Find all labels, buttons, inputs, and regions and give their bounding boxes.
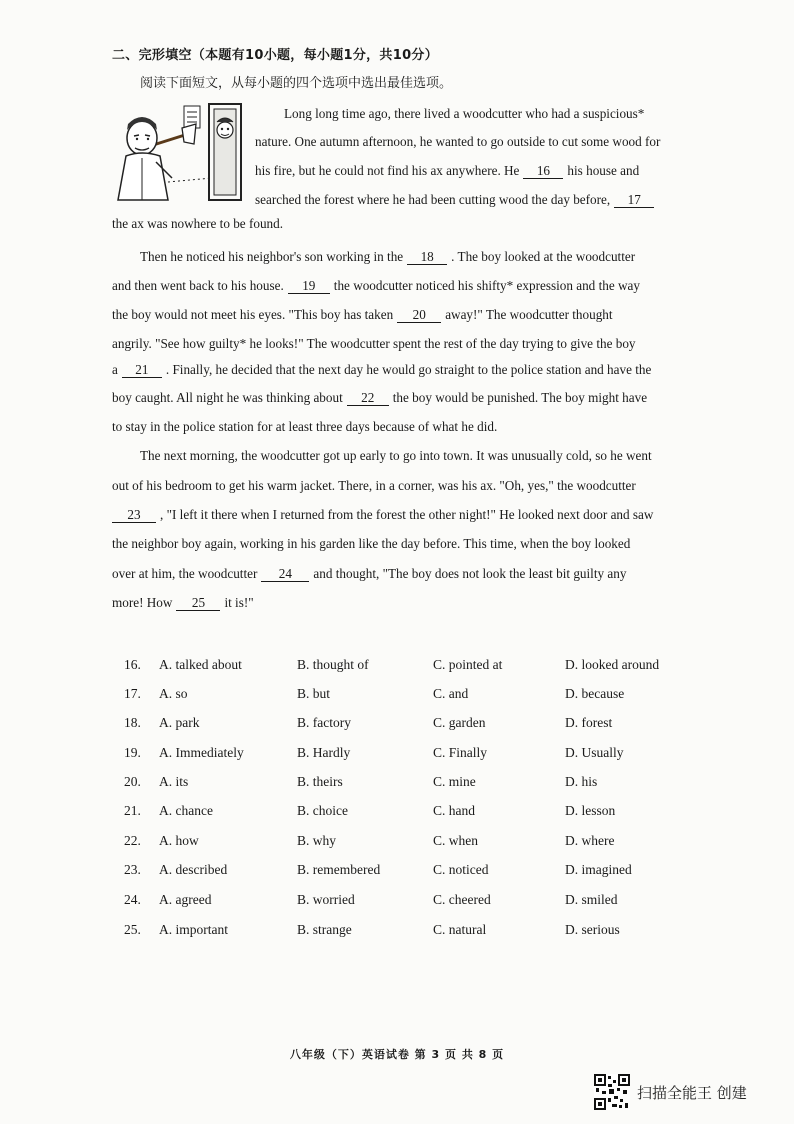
option-a: A. its xyxy=(159,774,189,789)
blank-18: 18 xyxy=(407,249,447,265)
question-number: 23. xyxy=(124,862,141,877)
passage-line: Then he noticed his neighbor's son working in the 18 . The boy looked at the woodcutter xyxy=(140,249,636,264)
option-b: B. choice xyxy=(297,803,348,818)
option-c: C. garden xyxy=(433,715,486,730)
option-a: A. important xyxy=(159,922,228,937)
passage-line: angrily. "See how guilty* he looks!" The woodcutter spent the rest of the day trying to give the boy xyxy=(112,336,636,351)
question-number: 24. xyxy=(124,892,141,907)
option-d: D. where xyxy=(565,833,615,848)
passage-line: Long long time ago, there lived a woodcutter who had a suspicious* xyxy=(284,106,645,121)
option-c: C. pointed at xyxy=(433,657,503,672)
question-number: 19. xyxy=(124,745,141,760)
passage-line: boy caught. All night he was thinking about 22 the boy would be punished. The boy might have xyxy=(112,390,648,405)
page-footer: 八年级（下）英语试卷 第 3 页 共 8 页 xyxy=(289,1048,505,1061)
blank-20: 20 xyxy=(397,307,441,323)
woodcutter-illustration xyxy=(112,100,247,205)
passage-line: out of his bedroom to get his warm jacket. There, in a corner, was his ax. "Oh, yes," the woodcutter xyxy=(112,478,636,493)
option-a: A. so xyxy=(159,686,188,701)
passage-line: the neighbor boy again, working in his garden like the day before. This time, when the boy looked xyxy=(112,536,631,551)
blank-23: 23 xyxy=(112,507,156,523)
option-b: B. remembered xyxy=(297,862,381,877)
question-number: 18. xyxy=(124,715,141,730)
option-d: D. because xyxy=(565,686,625,701)
question-number: 17. xyxy=(124,686,141,701)
option-d: D. serious xyxy=(565,922,620,937)
option-a: A. chance xyxy=(159,803,213,818)
blank-21: 21 xyxy=(122,362,162,378)
option-d: D. smiled xyxy=(565,892,618,907)
option-b: B. theirs xyxy=(297,774,343,789)
passage-line: to stay in the police station for at least three days because of what he did. xyxy=(112,419,498,434)
option-d: D. forest xyxy=(565,715,613,730)
option-a: A. park xyxy=(159,715,200,730)
question-number: 25. xyxy=(124,922,141,937)
scanner-watermark: 扫描全能王 创建 xyxy=(637,1084,747,1102)
option-b: B. Hardly xyxy=(297,745,351,760)
passage-line: a 21 . Finally, he decided that the next day he would go straight to the police station and have the xyxy=(112,362,652,377)
blank-19: 19 xyxy=(288,278,330,294)
qr-code-icon xyxy=(594,1074,630,1110)
option-a: A. described xyxy=(159,862,228,877)
option-c: C. hand xyxy=(433,803,475,818)
passage-line: The next morning, the woodcutter got up early to go into town. It was unusually cold, so he went xyxy=(140,448,652,463)
passage-line: nature. One autumn afternoon, he wanted to go outside to cut some wood for xyxy=(255,134,661,149)
section-instruction: 阅读下面短文，从每小题的四个选项中选出最佳选项。 xyxy=(140,76,453,91)
option-d: D. Usually xyxy=(565,745,624,760)
option-a: A. how xyxy=(159,833,199,848)
option-d: D. looked around xyxy=(565,657,660,672)
passage-line: searched the forest where he had been cutting wood the day before, 17 xyxy=(255,191,658,209)
option-a: A. agreed xyxy=(159,892,212,907)
passage-line: more! How 25 it is!" xyxy=(112,595,254,610)
option-a: A. talked about xyxy=(159,657,242,672)
question-number: 20. xyxy=(124,774,141,789)
option-c: C. natural xyxy=(433,922,487,937)
option-c: C. noticed xyxy=(433,862,489,877)
passage-line: and then went back to his house. 19 the woodcutter noticed his shifty* expression and the way xyxy=(112,278,640,293)
option-b: B. thought of xyxy=(297,657,369,672)
blank-24: 24 xyxy=(261,566,309,582)
option-b: B. why xyxy=(297,833,337,848)
passage-line: the ax was nowhere to be found. xyxy=(112,216,284,231)
option-b: B. worried xyxy=(297,892,355,907)
question-number: 16. xyxy=(124,657,141,672)
option-b: B. but xyxy=(297,686,331,701)
option-c: C. mine xyxy=(433,774,476,789)
question-number: 22. xyxy=(124,833,141,848)
blank-16: 16 xyxy=(523,163,563,179)
option-b: B. strange xyxy=(297,922,352,937)
passage-line: the boy would not meet his eyes. "This boy has taken 20 away!" The woodcutter thought xyxy=(112,307,613,322)
option-a: A. Immediately xyxy=(159,745,244,760)
option-c: C. Finally xyxy=(433,745,488,760)
passage-line: over at him, the woodcutter 24 and thought, "The boy does not look the least bit guilty any xyxy=(112,566,627,581)
option-d: D. lesson xyxy=(565,803,616,818)
option-c: C. cheered xyxy=(433,892,491,907)
option-c: C. and xyxy=(433,686,469,701)
option-d: D. his xyxy=(565,774,598,789)
section-title: 二、完形填空（本题有10小题，每小题1分，共10分） xyxy=(112,48,439,63)
passage-line: 23 , "I left it there when I returned from the forest the other night!" He looked next door and saw xyxy=(112,506,653,524)
blank-22: 22 xyxy=(347,390,389,406)
option-c: C. when xyxy=(433,833,478,848)
question-number: 21. xyxy=(124,803,141,818)
blank-25: 25 xyxy=(176,595,220,611)
passage-line: his fire, but he could not find his ax anywhere. He 16 his house and xyxy=(255,163,640,178)
option-d: D. imagined xyxy=(565,862,632,877)
blank-17: 17 xyxy=(614,192,654,208)
option-b: B. factory xyxy=(297,715,351,730)
